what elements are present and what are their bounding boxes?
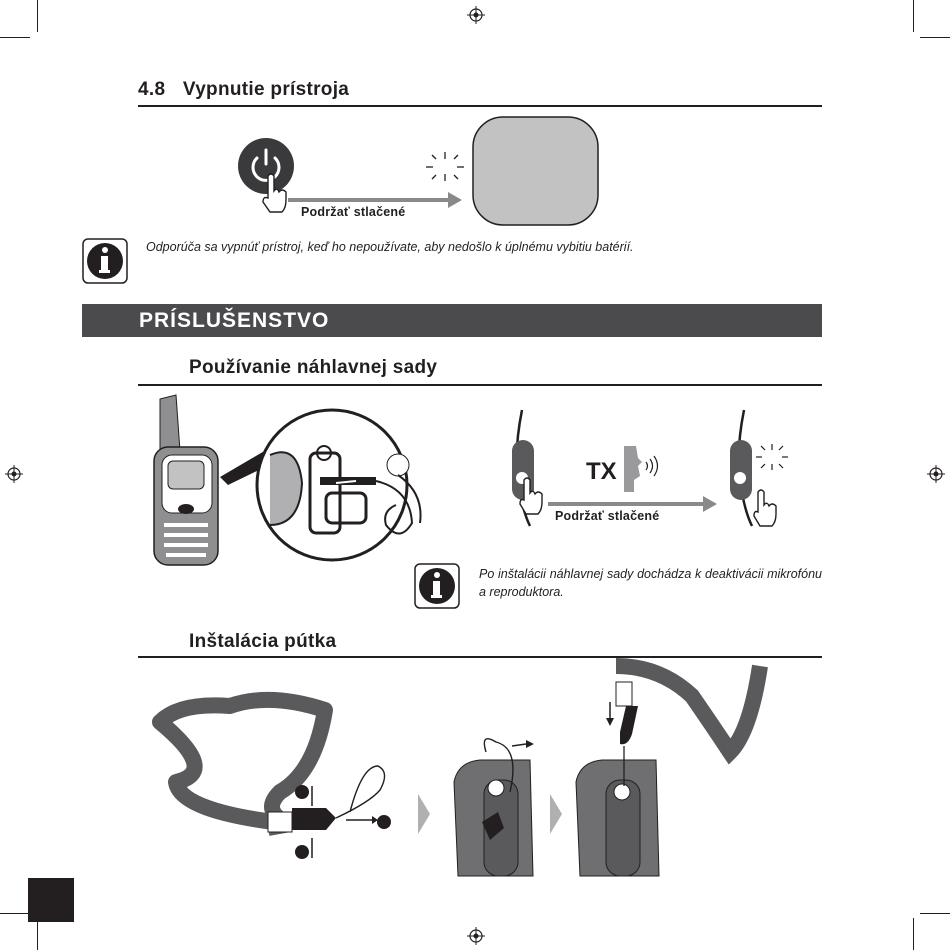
walkie-talkie-illustration: [150, 393, 450, 573]
headset-rule: [138, 384, 822, 386]
section-heading: [138, 79, 349, 101]
info-note: Odporúča sa vypnúť prístroj, keď ho nepoužívate, aby nedošlo k úplnému vybitiu batérií.: [146, 240, 634, 254]
crop-mark: [0, 37, 30, 38]
page-tab: [28, 878, 74, 922]
crop-mark: [37, 918, 38, 950]
blink-icon: [426, 152, 464, 181]
info-icon: [82, 238, 128, 284]
crop-mark: [913, 0, 914, 32]
registration-mark-icon: [467, 6, 485, 24]
strap-heading: Inštalácia pútka: [189, 631, 337, 652]
crop-mark: [37, 0, 38, 32]
hold-arrow-head: [448, 192, 462, 208]
headset-info-note: Po inštalácii náhlavnej sady dochádza k deaktivácii mikrofónu a reproduktora.: [479, 567, 822, 599]
headset-heading: Používanie náhlavnej sady: [189, 357, 438, 378]
power-button-icon: [238, 138, 294, 194]
hold-caption: Podržať stlačené: [301, 205, 406, 219]
crop-mark: [920, 913, 950, 914]
blink-icon: [756, 444, 788, 470]
headset-hold-caption: Podržať stlačené: [555, 509, 660, 523]
section-title: Vypnutie prístroja: [182, 79, 350, 100]
tx-label: TX: [586, 458, 617, 485]
banner-title: PRÍSLUŠENSTVO: [139, 309, 330, 332]
registration-mark-icon: [467, 927, 485, 945]
strap-rule: [138, 656, 822, 658]
power-off-diagram: [230, 112, 610, 227]
crop-mark: [920, 37, 950, 38]
registration-mark-icon: [927, 465, 945, 483]
blank-display: [473, 117, 598, 225]
info-icon: [414, 563, 460, 609]
strap-illustration: [140, 662, 810, 878]
crop-mark: [0, 913, 30, 914]
hand-pointer-icon: [754, 490, 776, 526]
section-number: 4.8: [138, 79, 166, 100]
crop-mark: [913, 918, 914, 950]
registration-mark-icon: [5, 465, 23, 483]
section-rule: [138, 105, 822, 107]
accessories-banner: [82, 304, 822, 337]
speaking-head-icon: [624, 446, 658, 492]
